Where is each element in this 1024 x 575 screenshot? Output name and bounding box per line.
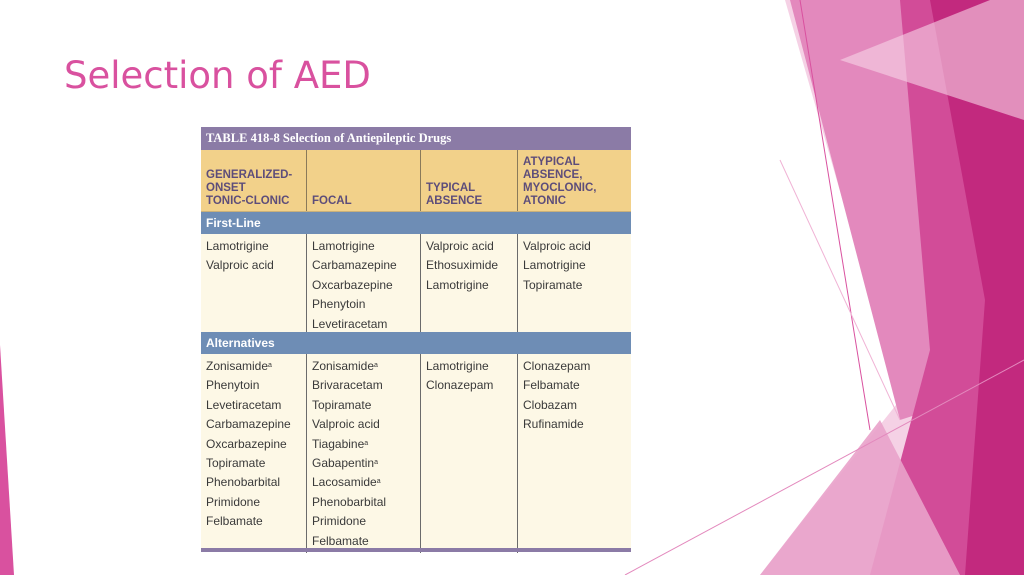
drug-item: Topiramate [206,455,266,470]
section-alternatives: Alternatives [201,332,631,354]
drug-item: Felbamate [206,514,263,529]
drug-item: Oxcarbazepine [206,436,287,451]
drug-item: Levetiracetam [312,316,388,331]
drug-item: Valproic acid [206,258,274,273]
drug-item: Lacosamide$^a$ [312,475,381,490]
footnote-mark: a [268,362,272,369]
first-line-focal-col [306,234,420,332]
drug-selection-table [201,127,631,552]
header-focal: FOCAL [306,150,420,211]
drug-item: Rufinamide [523,417,584,432]
table-caption: TABLE 418-8 Selection of Antiepileptic Drugs [201,127,631,150]
drug-item: Topiramate [312,397,372,412]
header-atypical-absence: ATYPICAL ABSENCE, MYOCLONIC, ATONIC [517,150,631,211]
drug-item: Phenobarbital [312,494,387,509]
first-line-row [201,234,631,332]
deco-line-3 [780,160,900,420]
drug-item: Tiagabine$^a$ [312,436,369,451]
drug-item: Clonazepam [426,378,494,393]
alternatives-typical-absence-col [420,354,517,553]
drug-item: Valproic acid [426,239,494,253]
drug-item: Felbamate [523,378,580,393]
drug-item: Carbamazepine [312,258,397,273]
footnote-mark: a [376,478,381,486]
drug-item: Zonisamide$^a$ [312,359,378,373]
right-facet-pink [790,0,1024,420]
header-generalized-tonic-clonic: GENERALIZED- ONSET TONIC-CLONIC [206,169,293,207]
drug-item: Primidone [312,514,367,529]
first-line-atypical-col [517,234,631,332]
drug-item: Primidone [206,494,261,509]
alternatives-atypical-col [517,354,631,553]
alternatives-row [201,354,631,553]
alternatives-focal-col [306,354,420,553]
right-facet-highlight [840,0,1024,120]
drug-item: Lamotrigine [312,239,375,253]
drug-item: Valproic acid [523,239,591,253]
drug-item: Phenytoin [312,297,366,312]
drug-item: Lamotrigine [426,277,489,292]
drug-item: Clonazepam [523,359,591,373]
table-header-row [201,150,631,212]
drug-item: Ethosuximide [426,258,499,273]
drug-item: Phenytoin [206,378,260,393]
drug-item: Oxcarbazepine [312,277,393,292]
drug-item: Phenobarbital [206,475,281,490]
drug-item: Gabapentin$^a$ [312,455,378,470]
first-line-generalized-col [201,234,306,332]
drug-item: Clobazam [523,397,578,412]
right-facet-mid [870,0,1024,575]
drug-item: Lamotrigine [426,359,489,373]
drug-item: Carbamazepine [206,417,291,432]
alternatives-generalized-col [201,354,306,553]
drug-item: Lamotrigine [523,258,586,273]
drug-item: Zonisamide$^a$ [206,359,272,373]
deco-line-2 [625,360,1024,575]
drug-item: Lamotrigine [206,239,269,253]
footnote-mark: a [364,439,369,447]
drug-item: Brivaracetam [312,378,383,393]
header-typical-absence: TYPICAL ABSENCE [420,150,517,211]
drug-item: Felbamate [312,533,369,548]
right-facet-bottom [760,420,960,575]
left-accent-shape [0,345,14,575]
drug-item: Valproic acid [312,417,380,432]
footnote-mark: a [374,458,378,466]
slide-title: Selection of AED [64,54,371,97]
first-line-typical-absence-col [420,234,517,332]
section-first-line: First-Line [201,212,631,234]
right-facet-light [760,0,1024,575]
deco-line-1 [800,0,870,430]
right-facet-dark [930,0,1024,575]
footnote-mark: a [374,362,378,369]
drug-item: Levetiracetam [206,397,282,412]
drug-item: Topiramate [523,277,583,292]
table-bottom-rule [201,548,631,552]
